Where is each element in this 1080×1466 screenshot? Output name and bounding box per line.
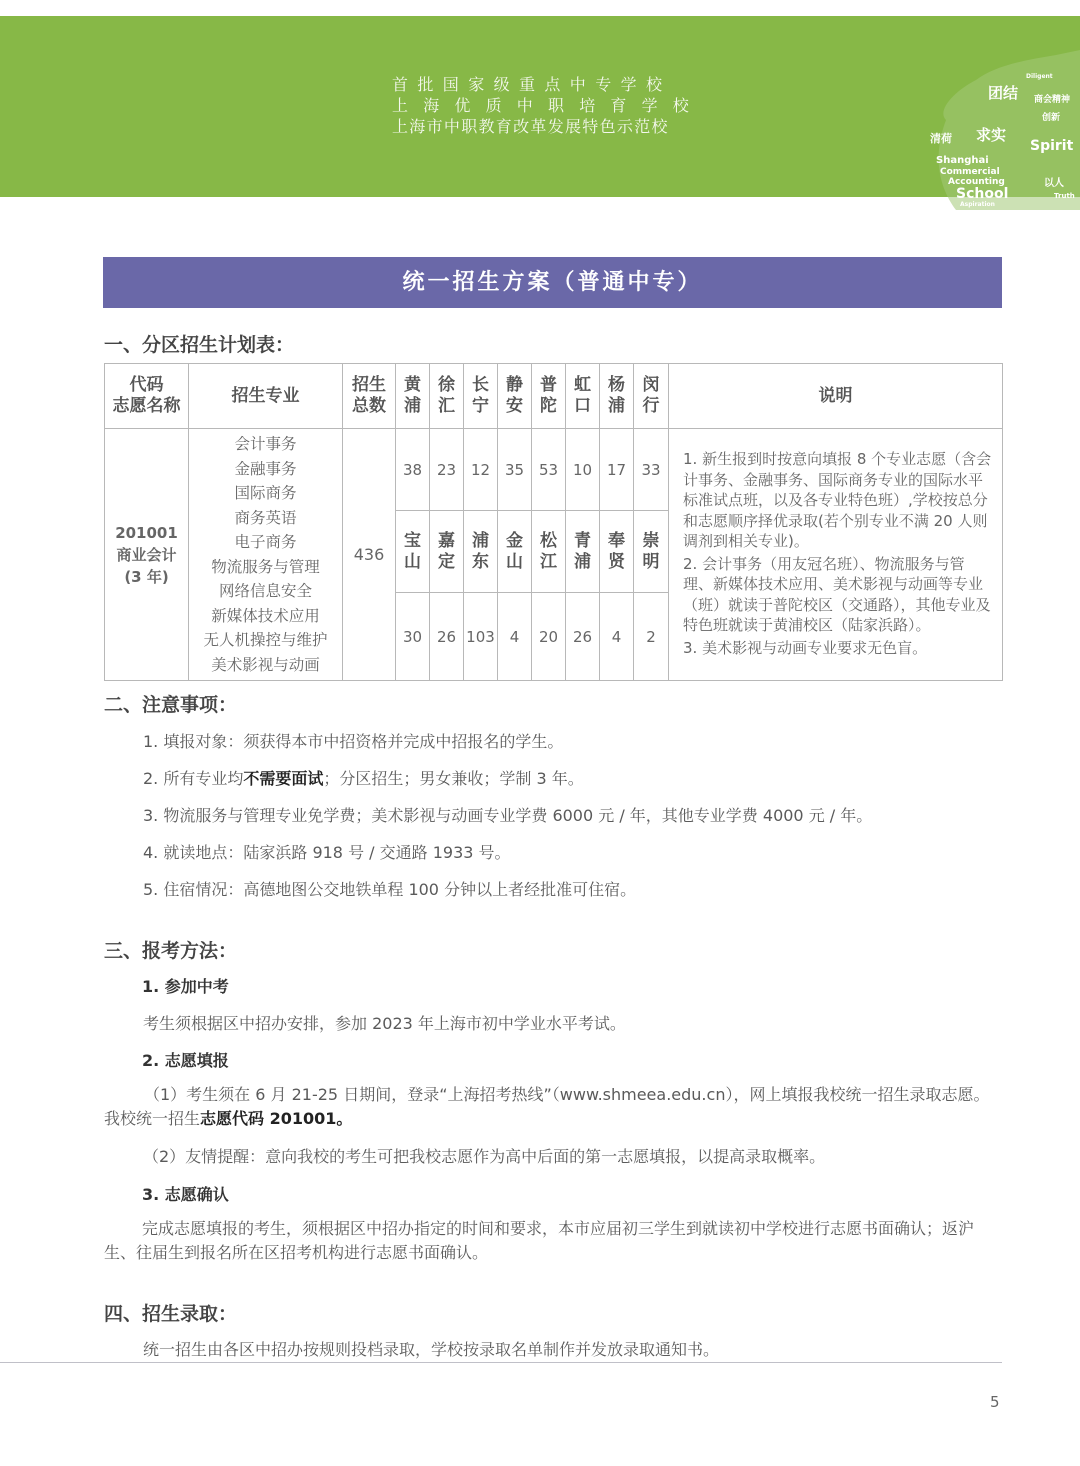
district-quota: 4 — [498, 593, 532, 681]
cloud-word: 求实 — [976, 126, 1007, 144]
major-item: 国际商务 — [234, 484, 297, 502]
subsection-heading: 2. 志愿填报 — [142, 1051, 229, 1070]
cloud-word: 团结 — [988, 84, 1019, 102]
program-name: 商业会计 — [116, 545, 177, 564]
district-header: 虹 口 — [566, 364, 600, 429]
paragraph: （1）考生须在 6 月 21-25 日期间，登录“上海招考热线”（www.shmeea.edu.cn），网上填报我校统一招生录取志愿。我校统一招生志愿代码 201001。 — [104, 1085, 990, 1128]
major-item: 无人机操控与维护 — [203, 631, 328, 649]
cloud-word: Shanghai — [936, 155, 989, 166]
district-quota: 30 — [396, 593, 430, 681]
district-header: 杨 浦 — [600, 364, 634, 429]
header-total: 招生 总数 — [343, 364, 396, 429]
district-quota: 2 — [634, 593, 669, 681]
page-number: 5 — [990, 1393, 1000, 1411]
program-code: 201001 — [115, 523, 178, 542]
district-quota: 4 — [600, 593, 634, 681]
word-cloud-logo — [926, 50, 1080, 210]
district-quota: 17 — [600, 429, 634, 511]
district-header: 嘉 定 — [430, 511, 464, 593]
enrollment-plan-table — [104, 363, 1003, 681]
cloud-word: School — [956, 186, 1009, 202]
major-item: 电子商务 — [234, 533, 297, 551]
district-header: 静 安 — [498, 364, 532, 429]
district-quota: 53 — [532, 429, 566, 511]
subsection-heading: 1. 参加中考 — [142, 977, 229, 996]
paragraph: （2）友情提醒：意向我校的考生可把我校志愿作为高中后面的第一志愿填报，以提高录取概率。 — [143, 1147, 826, 1166]
table-row — [105, 429, 1003, 511]
header-notes: 说明 — [669, 364, 1003, 429]
header-major: 招生专业 — [189, 364, 343, 429]
district-quota: 103 — [464, 593, 498, 681]
district-header: 宝 山 — [396, 511, 430, 593]
major-item: 网络信息安全 — [218, 582, 312, 600]
notice-item: 3. 物流服务与管理专业免学费；美术影视与动画专业学费 6000 元 / 年，其他专业学费 4000 元 / 年。 — [143, 806, 873, 825]
cloud-word: 清荷 — [930, 132, 952, 145]
section-heading: 三、报考方法： — [104, 940, 238, 962]
paragraph: 完成志愿填报的考生，须根据区中招办指定的时间和要求，本市应届初三学生到就读初中学校进行志愿书面确认；返沪生、往届生到报名所在区招考机构进行志愿书面确认。 — [104, 1219, 975, 1262]
major-item: 新媒体技术应用 — [211, 606, 320, 625]
section-heading: 二、注意事项： — [104, 694, 238, 716]
district-header: 长 宁 — [464, 364, 498, 429]
notice-item: 2. 所有专业均不需要面试；分区招生；男女兼收；学制 3 年。 — [143, 769, 584, 788]
cloud-word: Truth — [1054, 192, 1075, 200]
district-quota: 12 — [464, 429, 498, 511]
major-item: 物流服务与管理 — [211, 557, 320, 576]
cloud-word: Aspiration — [960, 201, 995, 208]
district-quota: 38 — [396, 429, 430, 511]
paragraph: 统一招生由各区中招办按规则投档录取，学校按录取名单制作并发放录取通知书。 — [143, 1340, 720, 1359]
cloud-word: Accounting — [948, 177, 1005, 187]
cloud-word: 商会精神 — [1034, 95, 1071, 105]
cloud-word: 创新 — [1042, 113, 1061, 123]
notice-item: 5. 住宿情况：高德地图公交地铁单程 100 分钟以上者经批准可住宿。 — [143, 880, 637, 899]
district-header: 奉 贤 — [600, 511, 634, 593]
district-quota: 26 — [566, 593, 600, 681]
note-item: 2. 会计事务（用友冠名班）、物流服务与管理、新媒体技术应用、美术影视与动画等专业（班）就读于普陀校区（交通路），其他专业及特色班就读于黄浦校区（陆家浜路）。 — [683, 554, 991, 634]
district-header: 黄 浦 — [396, 364, 430, 429]
cloud-word: Diligent — [1026, 73, 1053, 80]
district-header: 浦 东 — [464, 511, 498, 593]
section-heading: 四、招生录取： — [104, 1303, 238, 1325]
emphasis-text: 志愿代码 201001。 — [200, 1109, 353, 1128]
honor-line: 首批国家级重点中专学校 — [392, 75, 672, 94]
district-header: 普 陀 — [532, 364, 566, 429]
district-quota: 10 — [566, 429, 600, 511]
district-header: 松 江 — [532, 511, 566, 593]
cloud-word: 以人 — [1044, 178, 1064, 189]
major-item: 会计事务 — [234, 435, 297, 453]
total-enrollment: 436 — [343, 429, 396, 681]
header-code: 代码 志愿名称 — [105, 364, 189, 429]
honor-line: 上海优质中职培育学校 — [392, 96, 705, 115]
district-header: 青 浦 — [566, 511, 600, 593]
major-item: 金融事务 — [234, 459, 297, 478]
paragraph: 考生须根据区中招办安排，参加 2023 年上海市初中学业水平考试。 — [143, 1014, 626, 1033]
district-quota: 20 — [532, 593, 566, 681]
note-item: 3. 美术影视与动画专业要求无色盲。 — [683, 638, 928, 657]
emphasis-text: 不需要面试 — [243, 769, 324, 788]
footer-divider — [0, 1362, 1002, 1363]
cloud-word: Commercial — [940, 167, 1000, 177]
table-header-row — [105, 364, 1003, 429]
major-item: 商务英语 — [234, 508, 297, 527]
district-header: 闵 行 — [634, 364, 669, 429]
district-header: 徐 汇 — [430, 364, 464, 429]
major-item: 美术影视与动画 — [211, 655, 320, 674]
majors-cell — [189, 429, 343, 681]
district-header: 金 山 — [498, 511, 532, 593]
cloud-word: Spirit — [1030, 138, 1074, 154]
notes-cell — [669, 429, 1003, 681]
district-quota: 35 — [498, 429, 532, 511]
header-banner — [0, 16, 1080, 208]
school-honors — [392, 74, 722, 137]
program-duration: (3 年) — [124, 567, 169, 586]
notice-item: 4. 就读地点：陆家浜路 918 号 / 交通路 1933 号。 — [143, 843, 511, 862]
district-quota: 33 — [634, 429, 669, 511]
district-quota: 23 — [430, 429, 464, 511]
district-header: 崇 明 — [634, 511, 669, 593]
district-quota: 26 — [430, 593, 464, 681]
subsection-heading: 3. 志愿确认 — [142, 1185, 229, 1204]
notice-item: 1. 填报对象：须获得本市中招资格并完成中招报名的学生。 — [143, 732, 564, 751]
program-code-cell — [105, 429, 189, 681]
section-heading: 一、分区招生计划表： — [104, 334, 295, 356]
note-item: 1. 新生报到时按意向填报 8 个专业志愿（含会计事务、金融事务、国际商务专业的国际水平标准试点班，以及各专业特色班）,学校按总分和志愿顺序择优录取(若个别专业不满 20 人则调剂到相关专业)。 — [683, 450, 992, 550]
honor-line: 上海市中职教育改革发展特色示范校 — [392, 117, 669, 136]
page-title: 统一招生方案（普通中专） — [103, 257, 1002, 308]
